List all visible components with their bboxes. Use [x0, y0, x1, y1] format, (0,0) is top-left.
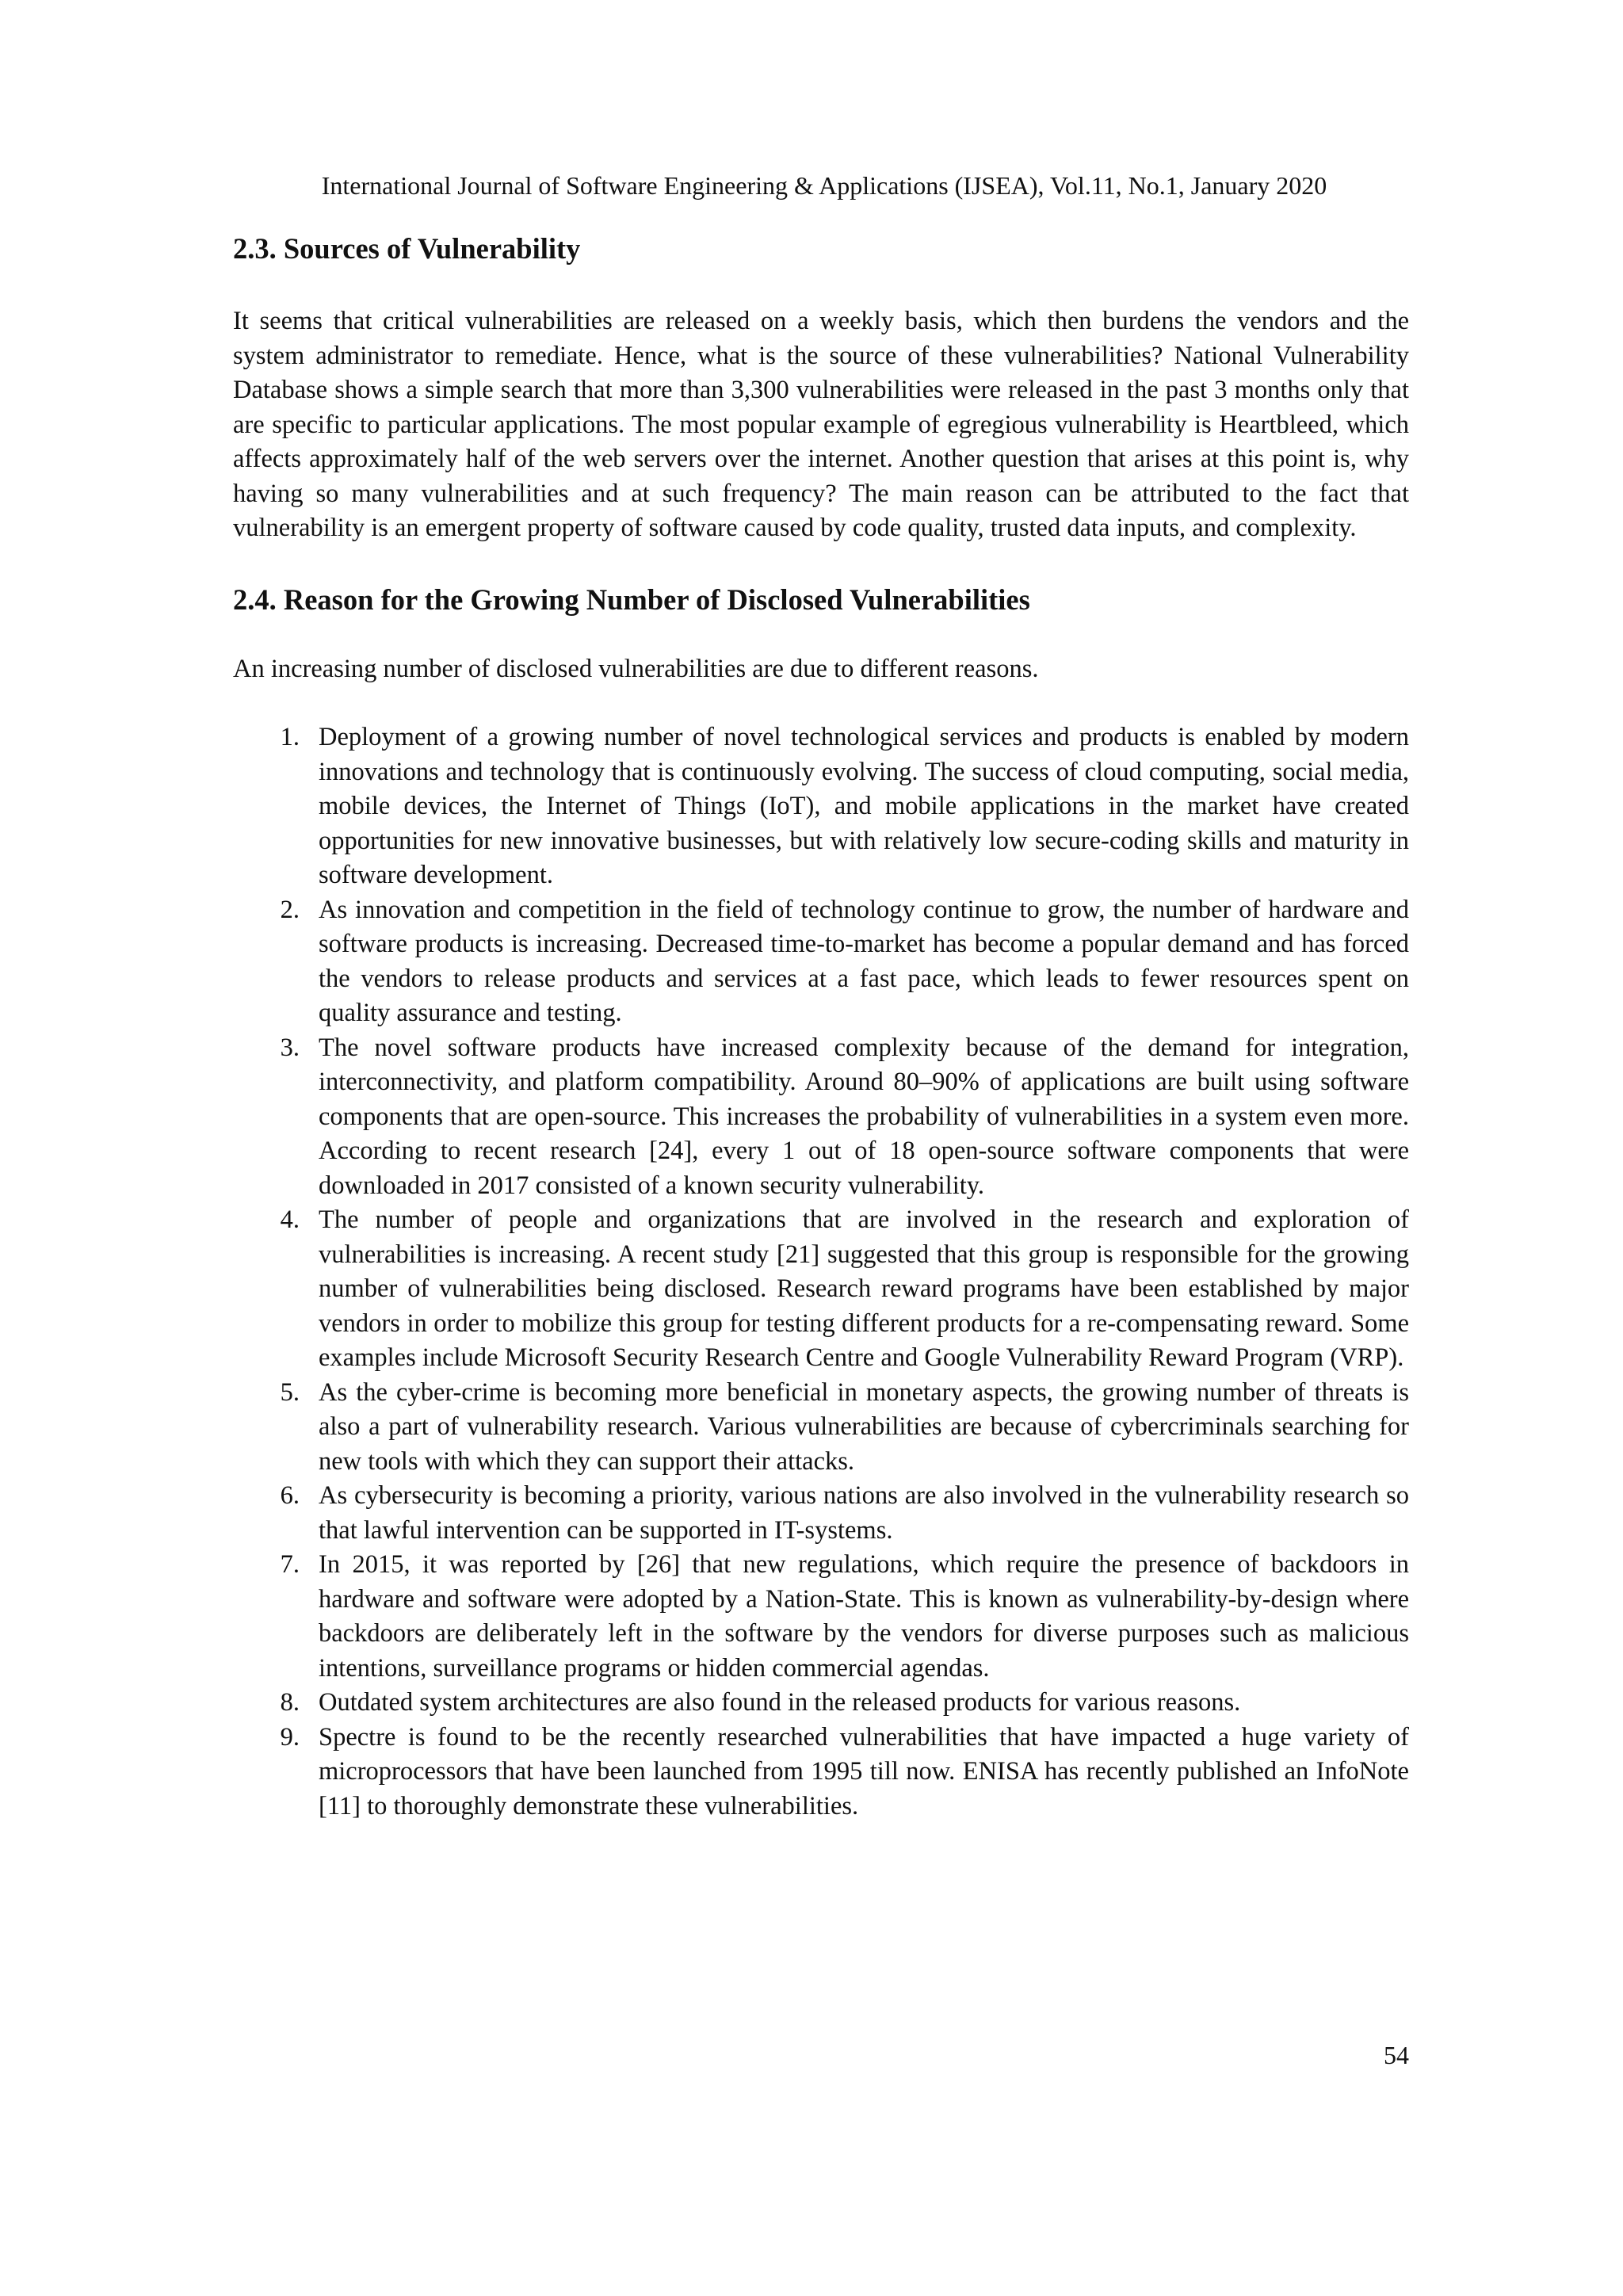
list-item-text: As cybersecurity is becoming a priority, various nations are also involved in the vulnerability research so that lawful intervention can be supported in IT-systems. — [319, 1481, 1409, 1545]
list-item-number: 3. — [280, 1033, 300, 1062]
list-item — [233, 1721, 1409, 1824]
section-2-3-paragraph: It seems that critical vulnerabilities are released on a weekly basis, which then burdens the vendors and the system administrator to remediate. Hence, what is the source of these vulnerabilities? National Vulnerability Database shows a simple search that more than 3,300 vulnerabilities were released in the past 3 months only that are specific to particular applications. The most popular example of egregious vulnerability is Heartbleed, which affects approximately half of the web servers over the internet. Another question that arises at this point is, why having so many vulnerabilities and at such frequency? The main reason can be attributed to the fact that vulnerability is an emergent property of software caused by code quality, trusted data inputs, and complexity. — [233, 307, 1409, 542]
list-item — [233, 1686, 1409, 1721]
list-item — [233, 1031, 1409, 1204]
list-item-number: 5. — [280, 1377, 300, 1407]
list-item — [233, 1548, 1409, 1686]
list-item-number: 7. — [280, 1550, 300, 1579]
list-item — [233, 1479, 1409, 1548]
list-item-text: Spectre is found to be the recently researched vulnerabilities that have impacted a huge variety of microprocessors that have been launched from 1995 till now. ENISA has recently published an InfoNote [11] to thoroughly demonstrate these vulnerabilities. — [319, 1722, 1409, 1820]
list-item-text: Outdated system architectures are also found in the released products for various reasons. — [319, 1688, 1241, 1717]
list-item — [233, 1376, 1409, 1480]
list-item-text: The novel software products have increased complexity because of the demand for integration, interconnectivity, and platform compatibility. Around 80–90% of applications are built using software components that are open-source. This increases the probability of vulnerabilities in a system even more. According to recent research [24], every 1 out of 18 open-source software components that were downloaded in 2017 consisted of a known security vulnerability. — [319, 1033, 1409, 1200]
reasons-list — [233, 720, 1409, 1824]
list-item-text: As the cyber-crime is becoming more beneficial in monetary aspects, the growing number of threats is also a part of vulnerability research. Various vulnerabilities are because of cybercriminals searching for new tools with which they can support their attacks. — [319, 1377, 1409, 1476]
running-header: International Journal of Software Engineering & Applications (IJSEA), Vol.11, No.1, January 2020 — [321, 171, 1327, 200]
section-heading-2-3: 2.3. Sources of Vulnerability — [233, 232, 581, 265]
page-number: 54 — [1384, 2041, 1409, 2069]
list-item-number: 8. — [280, 1688, 300, 1717]
list-item-number: 9. — [280, 1722, 300, 1752]
list-item-number: 1. — [280, 723, 300, 751]
page-content — [233, 230, 1409, 1824]
list-item-text: As innovation and competition in the field of technology continue to grow, the number of hardware and software products is increasing. Decreased time-to-market has become a popular demand and has forced the vendors to release products and services at a fast pace, which leads to fewer resources spent on quality assurance and testing. — [319, 895, 1409, 1027]
list-item — [233, 1203, 1409, 1376]
list-item-text: Deployment of a growing number of novel technological services and products is enabled by modern innovations and technology that is continuously evolving. The success of cloud computing, social media, mobile devices, the Internet of Things (IoT), and mobile applications in the market have created opportunities for new innovative businesses, but with relatively low secure-coding skills and maturity in software development. — [319, 723, 1409, 889]
section-2-4-intro: An increasing number of disclosed vulnerabilities are due to different reasons. — [233, 654, 1039, 683]
list-item-number: 4. — [280, 1205, 300, 1234]
list-item-text: The number of people and organizations that are involved in the research and exploration of vulnerabilities is increasing. A recent study [21] suggested that this group is responsible for the growing number of vulnerabilities being disclosed. Research reward programs have been established by major vendors in order to mobilize this group for testing different products for a re-compensating reward. Some examples include Microsoft Security Research Centre and Google Vulnerability Reward Program (VRP). — [319, 1205, 1409, 1372]
list-item-number: 6. — [280, 1481, 300, 1510]
list-item — [233, 893, 1409, 1031]
list-item — [233, 720, 1409, 893]
section-heading-2-4: 2.4. Reason for the Growing Number of Disclosed Vulnerabilities — [233, 583, 1030, 616]
list-item-text: In 2015, it was reported by [26] that new regulations, which require the presence of backdoors in hardware and software were adopted by a Nation-State. This is known as vulnerability-by-design where backdoors are deliberately left in the software by the vendors for diverse purposes such as malicious intentions, surveillance programs or hidden commercial agendas. — [319, 1550, 1409, 1683]
list-item-number: 2. — [280, 895, 300, 924]
